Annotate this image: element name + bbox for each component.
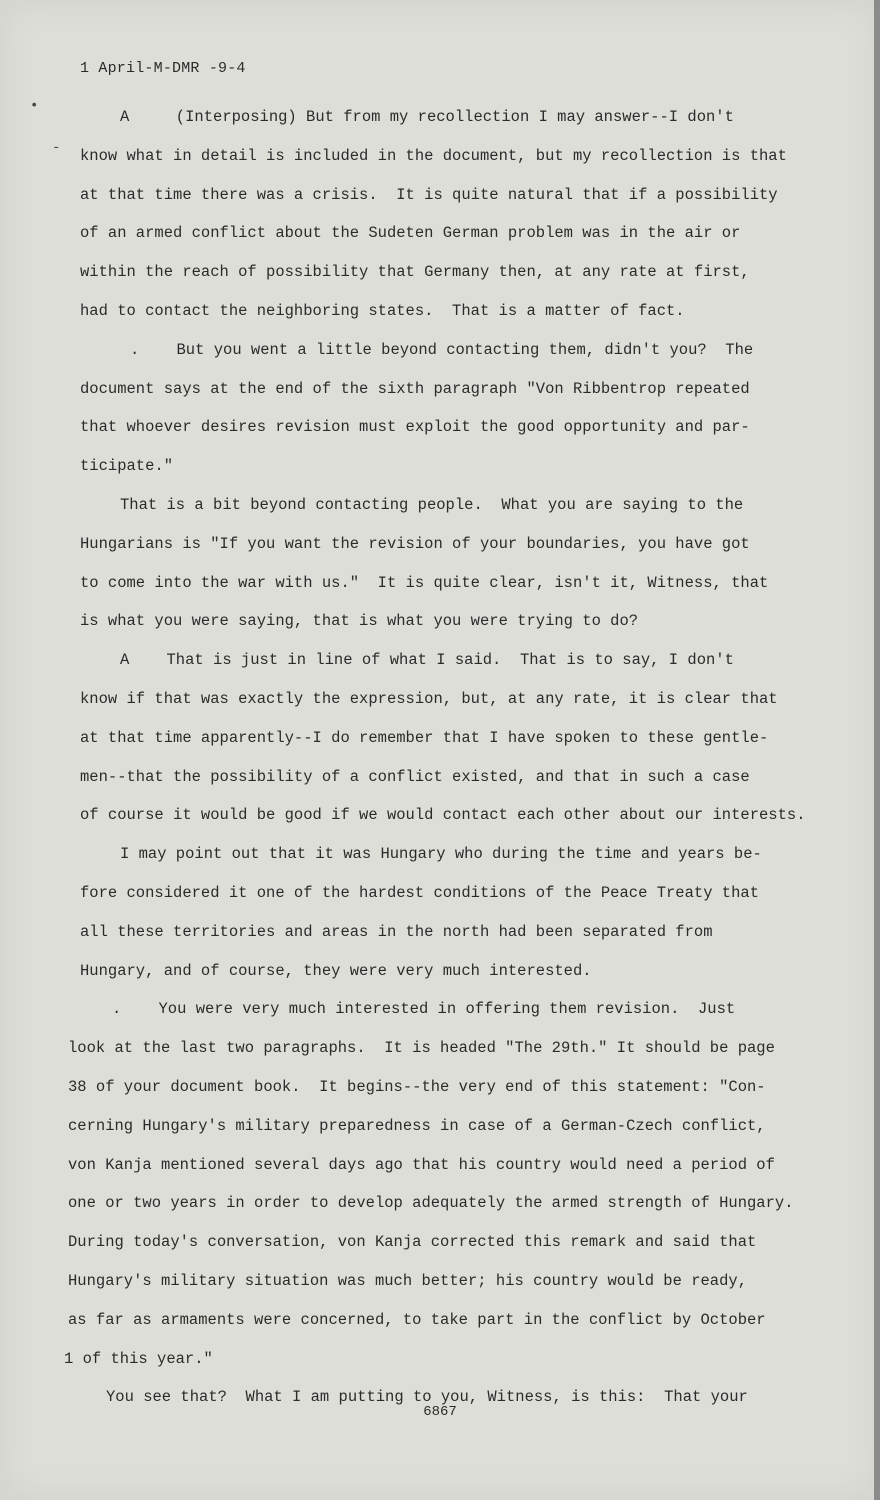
text-line: of an armed conflict about the Sudeten German problem was in the air or — [80, 224, 741, 243]
text-line: cerning Hungary's military preparedness in case of a German-Czech conflict, — [68, 1116, 766, 1135]
text-line: know if that was exactly the expression, but, at any rate, it is clear that — [80, 689, 778, 708]
text-line: That is a bit beyond contacting people. What you are saying to the — [120, 495, 744, 514]
text-line: Hungary, and of course, they were very much interested. — [80, 961, 592, 980]
margin-dot: • — [30, 98, 39, 114]
text-line: of course it would be good if we would contact each other about our interests. — [80, 806, 806, 825]
page-edge — [874, 0, 880, 1500]
page-reference: 1 April-M-DMR -9-4 — [80, 60, 246, 77]
text-line: as far as armaments were concerned, to take part in the conflict by October — [68, 1310, 766, 1329]
text-line: document says at the end of the sixth paragraph "Von Ribbentrop repeated — [80, 379, 750, 398]
text-line: men--that the possibility of a conflict existed, and that in such a case — [80, 767, 750, 786]
text-line: You see that? What I am putting to you, Witness, is this: That your — [106, 1388, 748, 1407]
text-line: A That is just in line of what I said. That is to say, I don't — [120, 651, 734, 670]
text-line: at that time there was a crisis. It is quite natural that if a possibility — [80, 185, 778, 204]
text-line: look at the last two paragraphs. It is headed "The 29th." It should be page — [68, 1039, 775, 1058]
text-line: . You were very much interested in offering them revision. Just — [112, 1000, 736, 1019]
text-line: I may point out that it was Hungary who during the time and years be- — [120, 845, 762, 864]
text-line: fore considered it one of the hardest conditions of the Peace Treaty that — [80, 883, 760, 902]
page-number: 6867 — [423, 1404, 457, 1420]
text-line: all these territories and areas in the north had been separated from — [80, 922, 713, 941]
text-line: one or two years in order to develop adequately the armed strength of Hungary. — [68, 1194, 794, 1213]
text-line: to come into the war with us." It is quite clear, isn't it, Witness, that — [80, 573, 769, 592]
text-line: 38 of your document book. It begins--the very end of this statement: "Con- — [68, 1077, 766, 1096]
text-line: know what in detail is included in the document, but my recollection is that — [80, 146, 787, 165]
text-line: During today's conversation, von Kanja corrected this remark and said that — [68, 1233, 757, 1252]
text-line: that whoever desires revision must exploit the good opportunity and par- — [80, 418, 750, 437]
margin-mark: - — [52, 140, 61, 156]
document-body — [60, 98, 820, 1417]
text-line: is what you were saying, that is what you were trying to do? — [80, 612, 639, 631]
text-line: von Kanja mentioned several days ago that his country would need a period of — [68, 1155, 775, 1174]
text-line: at that time apparently--I do remember that I have spoken to these gentle- — [80, 728, 769, 747]
text-line: ticipate." — [80, 457, 174, 476]
text-line: 1 of this year." — [64, 1349, 213, 1368]
text-line: had to contact the neighboring states. That is a matter of fact. — [80, 301, 685, 320]
text-line: Hungarians is "If you want the revision of your boundaries, you have got — [80, 534, 750, 553]
text-line: . But you went a little beyond contacting them, didn't you? The — [130, 340, 754, 359]
text-line: A (Interposing) But from my recollection I may answer--I don't — [120, 108, 734, 126]
text-line: within the reach of possibility that Germany then, at any rate at first, — [80, 263, 750, 282]
text-line: Hungary's military situation was much better; his country would be ready, — [68, 1271, 748, 1290]
